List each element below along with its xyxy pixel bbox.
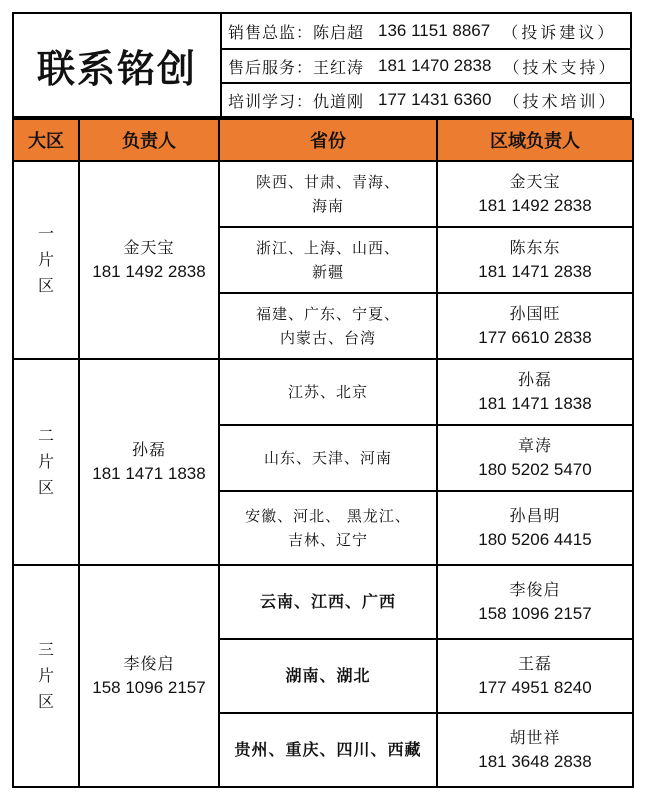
- area-contact-name: 李俊启: [509, 580, 561, 599]
- area-contact-name: 孙国旺: [509, 304, 561, 323]
- column-header-provinces: 省份: [219, 119, 437, 161]
- contact-training: [222, 82, 630, 116]
- leader-cell: [79, 565, 219, 787]
- contact-after-sales: [222, 48, 630, 82]
- area-contact-phone: 181 1492 2838: [478, 196, 592, 215]
- province-line: 福建、广东、宁夏、: [255, 305, 400, 323]
- area-contact-name: 王磊: [517, 654, 552, 673]
- area-contact-phone: 181 1471 2838: [478, 262, 592, 281]
- province-line: 安徽、河北、 黑龙江、: [245, 507, 411, 525]
- contact-role: 售后服务：王红涛: [228, 57, 365, 77]
- region-name: 三片区: [37, 640, 54, 711]
- area-contact-name: 金天宝: [509, 172, 561, 191]
- provinces-cell: [219, 227, 437, 293]
- area-contact-phone: 181 3648 2838: [478, 752, 592, 771]
- province-line: 湖南、湖北: [285, 666, 371, 685]
- table-row: [13, 359, 633, 425]
- area-contact-name: 陈东东: [509, 238, 561, 257]
- contact-phone: 177 1431 6360: [378, 90, 492, 109]
- column-header-region: 大区: [13, 119, 79, 161]
- leader-name: 李俊启: [123, 654, 175, 673]
- area-contact-name: 章涛: [517, 436, 552, 455]
- province-line: 浙江、上海、山西、: [255, 239, 400, 257]
- contact-note: （投诉建议）: [502, 22, 617, 42]
- area-contact-cell: [437, 639, 633, 713]
- area-contact-cell: [437, 713, 633, 787]
- provinces-cell: [219, 713, 437, 787]
- area-contact-phone: 177 6610 2838: [478, 328, 592, 347]
- contact-phone: 181 1470 2838: [378, 56, 492, 75]
- leader-phone: 181 1471 1838: [92, 464, 206, 483]
- brand-title: 联系铭创: [36, 46, 197, 91]
- table-row: [13, 565, 633, 639]
- area-contact-cell: [437, 491, 633, 565]
- table-row: [13, 161, 633, 227]
- provinces-cell: [219, 293, 437, 359]
- area-contact-cell: [437, 359, 633, 425]
- contact-role: 销售总监：陈启超: [228, 22, 365, 42]
- leader-cell: [79, 161, 219, 359]
- leader-name: 孙磊: [131, 440, 166, 459]
- contact-sheet: [12, 12, 632, 771]
- area-contact-name: 孙磊: [517, 370, 552, 389]
- area-contact-phone: 158 1096 2157: [478, 604, 592, 623]
- region-cell: [13, 565, 79, 787]
- table-header-row: [13, 119, 633, 161]
- column-header-area-contact: 区域负责人: [437, 119, 633, 161]
- area-contact-name: 胡世祥: [509, 728, 561, 747]
- provinces-cell: [219, 359, 437, 425]
- header-block: [12, 12, 632, 118]
- area-contact-phone: 181 1471 1838: [478, 394, 592, 413]
- contact-sales-director: [222, 14, 630, 48]
- provinces-cell: [219, 639, 437, 713]
- province-line: 贵州、重庆、四川、西藏: [234, 740, 422, 759]
- province-line: 吉林、辽宁: [287, 531, 368, 549]
- province-line: 海南: [311, 197, 344, 215]
- province-line: 山东、天津、河南: [263, 449, 392, 467]
- contact-note: （技术支持）: [503, 57, 618, 77]
- province-line: 江苏、北京: [287, 383, 368, 401]
- area-contact-cell: [437, 227, 633, 293]
- province-line: 内蒙古、台湾: [279, 329, 376, 347]
- province-line: 云南、江西、广西: [259, 592, 396, 611]
- province-line: 新疆: [311, 263, 344, 281]
- leader-cell: [79, 359, 219, 565]
- contact-note: （技术培训）: [503, 91, 618, 111]
- provinces-cell: [219, 565, 437, 639]
- region-cell: [13, 161, 79, 359]
- region-name: 二片区: [37, 426, 54, 497]
- leader-phone: 181 1492 2838: [92, 262, 206, 281]
- area-contact-cell: [437, 425, 633, 491]
- area-contact-phone: 177 4951 8240: [478, 678, 592, 697]
- area-contact-phone: 180 5206 4415: [478, 530, 592, 549]
- provinces-cell: [219, 425, 437, 491]
- leader-phone: 158 1096 2157: [92, 678, 206, 697]
- region-name: 一片区: [37, 224, 54, 295]
- region-cell: [13, 359, 79, 565]
- province-line: 陕西、甘肃、青海、: [255, 173, 400, 191]
- area-contact-cell: [437, 161, 633, 227]
- provinces-cell: [219, 161, 437, 227]
- contact-list: [220, 14, 630, 116]
- area-contact-name: 孙昌明: [509, 506, 561, 525]
- column-header-leader: 负责人: [79, 119, 219, 161]
- provinces-cell: [219, 491, 437, 565]
- contact-role: 培训学习：仇道刚: [228, 91, 365, 111]
- leader-name: 金天宝: [123, 238, 175, 257]
- area-contact-cell: [437, 565, 633, 639]
- contact-phone: 136 1151 8867: [378, 21, 491, 40]
- area-contact-phone: 180 5202 5470: [478, 460, 592, 479]
- region-table: [12, 118, 634, 788]
- area-contact-cell: [437, 293, 633, 359]
